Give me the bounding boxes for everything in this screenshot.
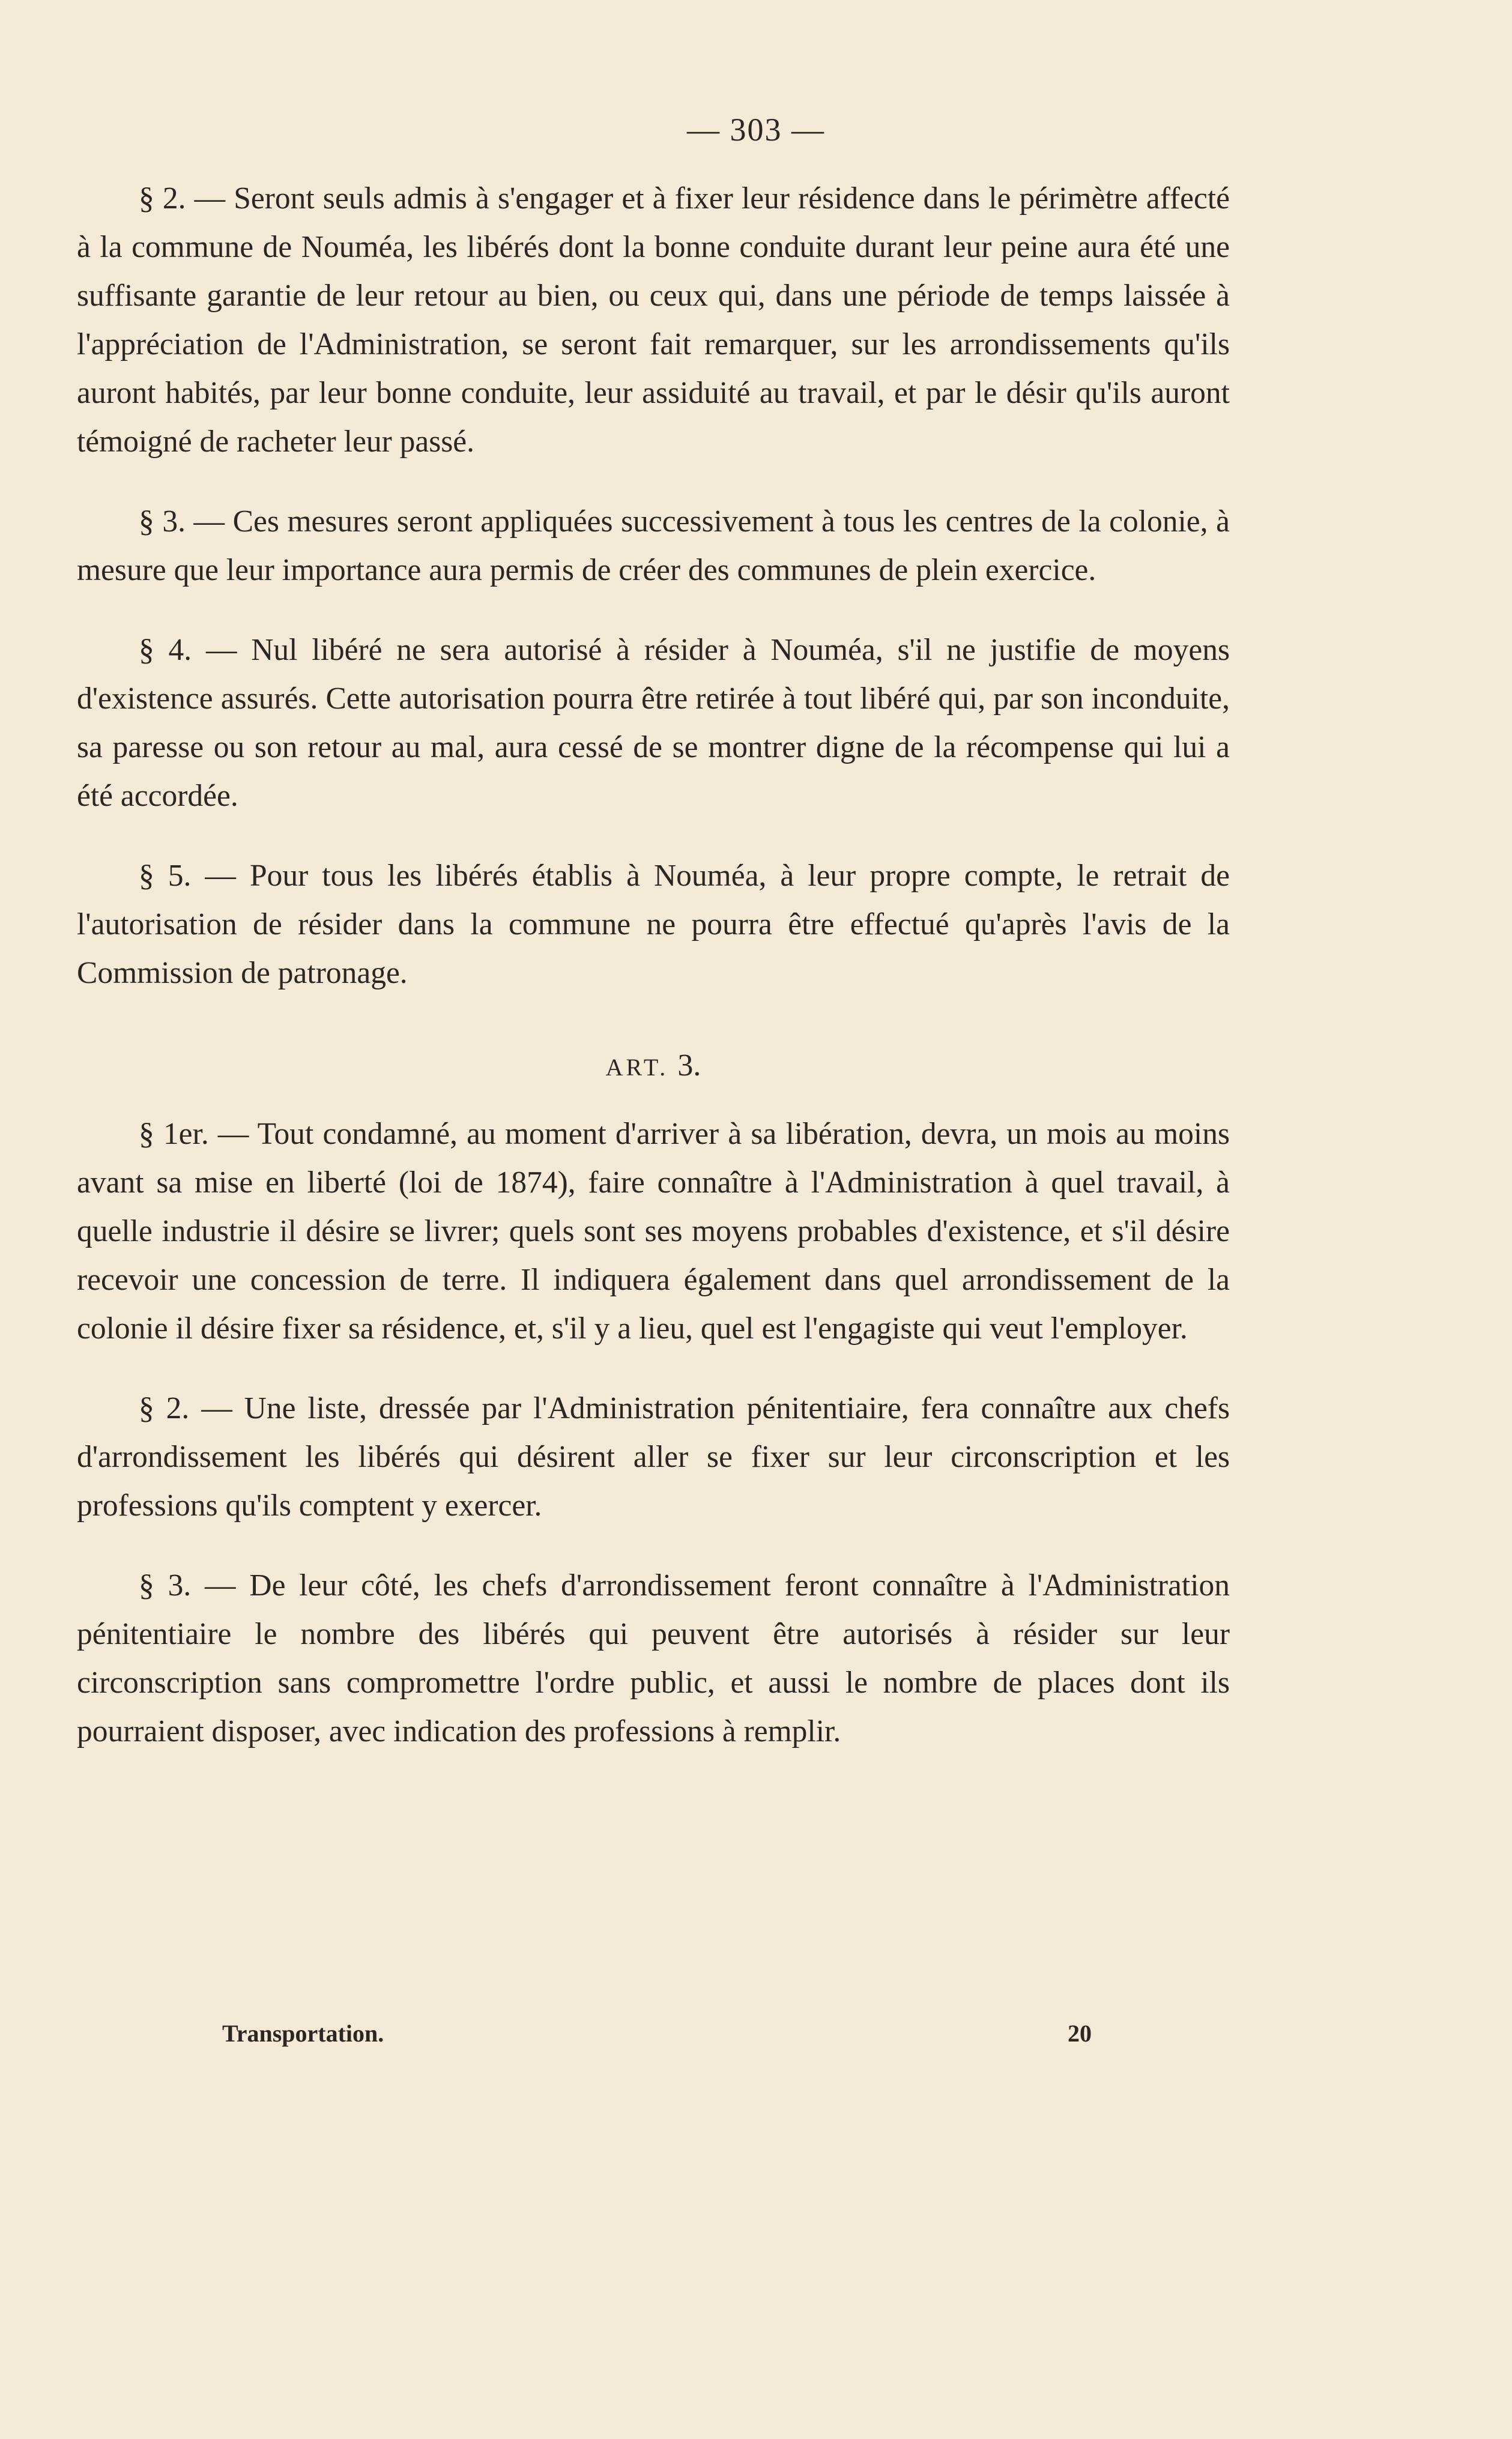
paragraph-art2-s4: § 4. — Nul libéré ne sera autorisé à résider à Nouméa, s'il ne justifie de moyens d'existence assurés. Cette autorisation pourra être retirée à tout libéré qui, par son inconduite, sa paresse ou son retour au mal, aura cessé de se montrer digne de la récompense qui lui a été accordée. bbox=[77, 633, 1230, 813]
article-heading bbox=[77, 1048, 1230, 1086]
page-number: — 303 — bbox=[687, 112, 825, 148]
paragraph-art3-s3: § 3. — De leur côté, les chefs d'arrondissement feront connaître à l'Administration pénitentiaire le nombre des libérés qui peuvent être autorisés à résider sur leur circonscription sans compromettre l'ordre public, et aussi le nombre de places dont ils pourraient disposer, avec indication des professions à remplir. bbox=[77, 1568, 1230, 1748]
footer-sheet-number: 20 bbox=[1068, 2020, 1092, 2047]
paragraph-art3-s2: § 2. — Une liste, dressée par l'Administration pénitentiaire, fera connaître aux chefs d'arrondissement les libérés qui désirent aller se fixer sur leur circonscription et les professions qu'ils comptent y exercer. bbox=[77, 1391, 1230, 1523]
paragraph-art2-s2: § 2. — Seront seuls admis à s'engager et à fixer leur résidence dans le périmètre affecté à la commune de Nouméa, les libérés dont la bonne conduite durant leur peine aura été une suffisante garantie de leur retour au bien, ou ceux qui, dans une période de temps laissée à l'appréciation de l'Administration, se seront fait remarquer, sur les arrondissements qu'ils auront habités, par leur bonne conduite, leur assiduité au travail, et par le désir qu'ils auront témoigné de racheter leur passé. bbox=[77, 181, 1230, 459]
document-body bbox=[77, 174, 1230, 1756]
article-number: 3. bbox=[677, 1048, 701, 1083]
paragraph-art2-s3: § 3. — Ces mesures seront appliquées successivement à tous les centres de la colonie, à mesure que leur importance aura permis de créer des communes de plein exercice. bbox=[77, 504, 1230, 587]
paragraph-art3-s1: § 1er. — Tout condamné, au moment d'arriver à sa libération, devra, un mois au moins avant sa mise en liberté (loi de 1874), faire connaître à l'Administration à quel travail, à quelle industrie il désire se livrer; quels sont ses moyens probables d'existence, et s'il désire recevoir une concession de terre. Il indiquera également dans quel arrondissement de la colonie il désire fixer sa résidence, et, s'il y a lieu, quel est l'engagiste qui veut l'employer. bbox=[77, 1117, 1230, 1346]
article-label: ART. bbox=[605, 1054, 669, 1081]
paragraph-art2-s5: § 5. — Pour tous les libérés établis à Nouméa, à leur propre compte, le retrait de l'autorisation de résider dans la commune ne pourra être effectué qu'après l'avis de la Commission de patronage. bbox=[77, 859, 1230, 990]
footer-signature: Transportation. bbox=[222, 2020, 384, 2047]
